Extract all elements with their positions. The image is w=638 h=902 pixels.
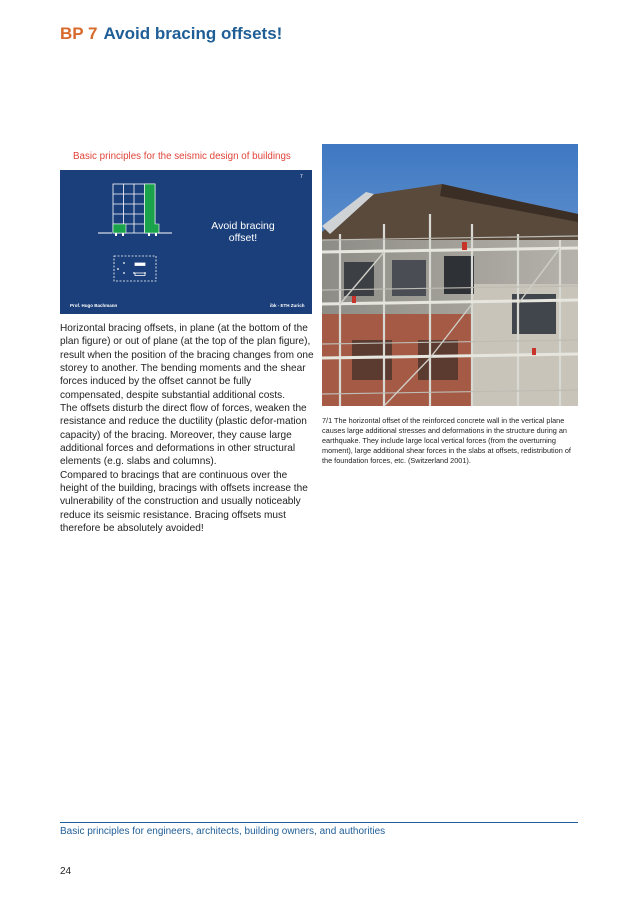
slide-figure xyxy=(60,144,312,314)
body-paragraph: Compared to bracings that are continuous over the height of the building, bracings with offsets increase the vulnerability of the construction and usually noticeably reduce its seismic resistance. Bracing offsets must therefore be absolutely avoided! xyxy=(60,469,308,535)
heading-code: BP 7 xyxy=(60,24,98,43)
slide-title-line2: offset! xyxy=(228,232,258,244)
slide-footer-author: Prof. Hugo Bachmann xyxy=(70,303,118,308)
footer-divider xyxy=(60,822,578,823)
plan-view xyxy=(114,256,156,281)
body-paragraph: Horizontal bracing offsets, in plane (at the bottom of the plan figure) or out of plane (at the top of the plan figure), result when the position of the bracing changes from one storey to another. The bending moments and the shear forces induced by the offset cannot be fully compensated, despite substantial additional costs. xyxy=(60,323,314,401)
figure-caption: 7/1 The horizontal offset of the reinforced concrete wall in the vertical plane causes large additional stresses and deformations in the structure during an earthquake. They include large local vertical forces (from the overturning moment), large additional shear forces in the slabs at offsets, redistribution of the foundation forces, etc. (Switzerland 2001). xyxy=(322,416,571,466)
offset-wall xyxy=(145,184,160,233)
slide-header-text: Basic principles for the seismic design of buildings xyxy=(73,151,291,162)
body-text xyxy=(60,322,314,536)
slide-number: 7 xyxy=(300,174,303,180)
page-number: 24 xyxy=(60,866,72,877)
slide-title xyxy=(192,220,294,244)
slide-footer-institution: ibk - ETH Zurich xyxy=(270,303,305,308)
slide-header-divider xyxy=(60,170,312,171)
construction-photo xyxy=(322,144,578,406)
slide-title-line1: Avoid bracing xyxy=(211,220,275,232)
photo-illustration xyxy=(322,144,578,406)
body-paragraph: The offsets disturb the direct flow of forces, weaken the resistance and reduce the ductility (plastic defor-mation capacity) of the bracing. Moreover, they cause large additional forces and deformations in other structural elements (e.g. slabs and columns). xyxy=(60,403,307,468)
supports xyxy=(115,233,157,236)
lower-wall xyxy=(113,224,126,233)
heading-title: Avoid bracing offsets! xyxy=(103,24,283,43)
footer-text: Basic principles for engineers, architects, building owners, and authorities xyxy=(60,826,386,837)
page-heading xyxy=(60,24,282,44)
